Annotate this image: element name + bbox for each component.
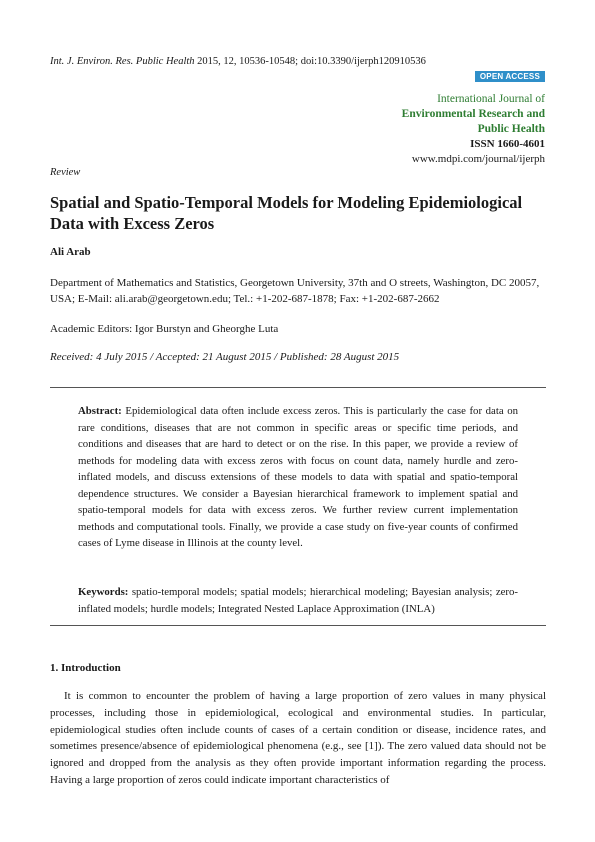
journal-block — [402, 92, 545, 167]
author-name: Ali Arab — [50, 246, 91, 258]
journal-name-line3: Public Health — [477, 123, 545, 135]
open-access-badge: OPEN ACCESS — [475, 71, 545, 82]
introduction-paragraph: It is common to encounter the problem of having a large proportion of zero values in many physical processes, including those in epidemiological, ecological and environmental studies. In particular, epidemiological studies often include counts of cases of a certain condition or disease, incidence rates, and sometimes presence/absence of epidemiological phenomena (e.g., see [1]). The zero valued data should not be ignored and dropped from the analysis as they often provide important information regarding the process. Having a large proportion of zeros could indicate important characteristics of — [50, 690, 546, 786]
abstract — [78, 403, 518, 552]
citation-journal: Int. J. Environ. Res. Public Health — [50, 56, 195, 67]
issn: ISSN 1660-4601 — [470, 138, 545, 150]
section-heading-introduction: 1. Introduction — [50, 662, 121, 674]
keywords-text: spatio-temporal models; spatial models; hierarchical modeling; Bayesian analysis; zero-inflated models; hurdle models; Integrated Nested Laplace Approximation (INLA) — [78, 586, 518, 615]
academic-editors: Academic Editors: Igor Burstyn and Gheorghe Luta — [50, 323, 279, 335]
citation-details: 2015, 12, 10536-10548; doi:10.3390/ijerph120910536 — [194, 56, 426, 67]
article-type: Review — [50, 167, 81, 178]
journal-url[interactable]: www.mdpi.com/journal/ijerph — [411, 153, 545, 165]
abstract-label: Abstract: — [78, 405, 122, 417]
abstract-text: Epidemiological data often include excess zeros. This is particularly the case for data on rare conditions, diseases that are not common in specific areas or specific time periods, and conditions and diseases that are hard to detect or on the rise. In this paper, we provide a review of methods for modeling data with excess zeros with focus on count data, namely hurdle and zero-inflated models, and discuss extensions of these models to data with spatial and spatio-temporal dependence structures. We consider a Bayesian hierarchical framework to implement spatial and spatio-temporal models for data with excess zeros. We further review current implementation methods and computational tools. Finally, we provide a case study on five-year counts of confirmed cases of Lyme disease in Illinois at the county level. — [78, 405, 518, 549]
bottom-divider — [50, 625, 546, 626]
journal-name-line2: Environmental Research and — [401, 108, 545, 120]
publication-dates: Received: 4 July 2015 / Accepted: 21 August 2015 / Published: 28 August 2015 — [50, 351, 400, 363]
article-title: Spatial and Spatio-Temporal Models for Modeling Epidemiological Data with Excess Zeros — [50, 193, 523, 233]
citation-line — [50, 56, 426, 67]
top-divider — [50, 387, 546, 388]
keywords — [78, 584, 518, 617]
journal-name-line1: International Journal of — [437, 93, 545, 105]
keywords-label: Keywords: — [78, 586, 129, 598]
author-affiliation: Department of Mathematics and Statistics, Georgetown University, 37th and O streets, Washington, DC 20057, USA; E-Mail: ali.arab@georgetown.edu; Tel.: +1-202-687-1878; Fax: +1-202-687-2662 — [50, 277, 540, 305]
